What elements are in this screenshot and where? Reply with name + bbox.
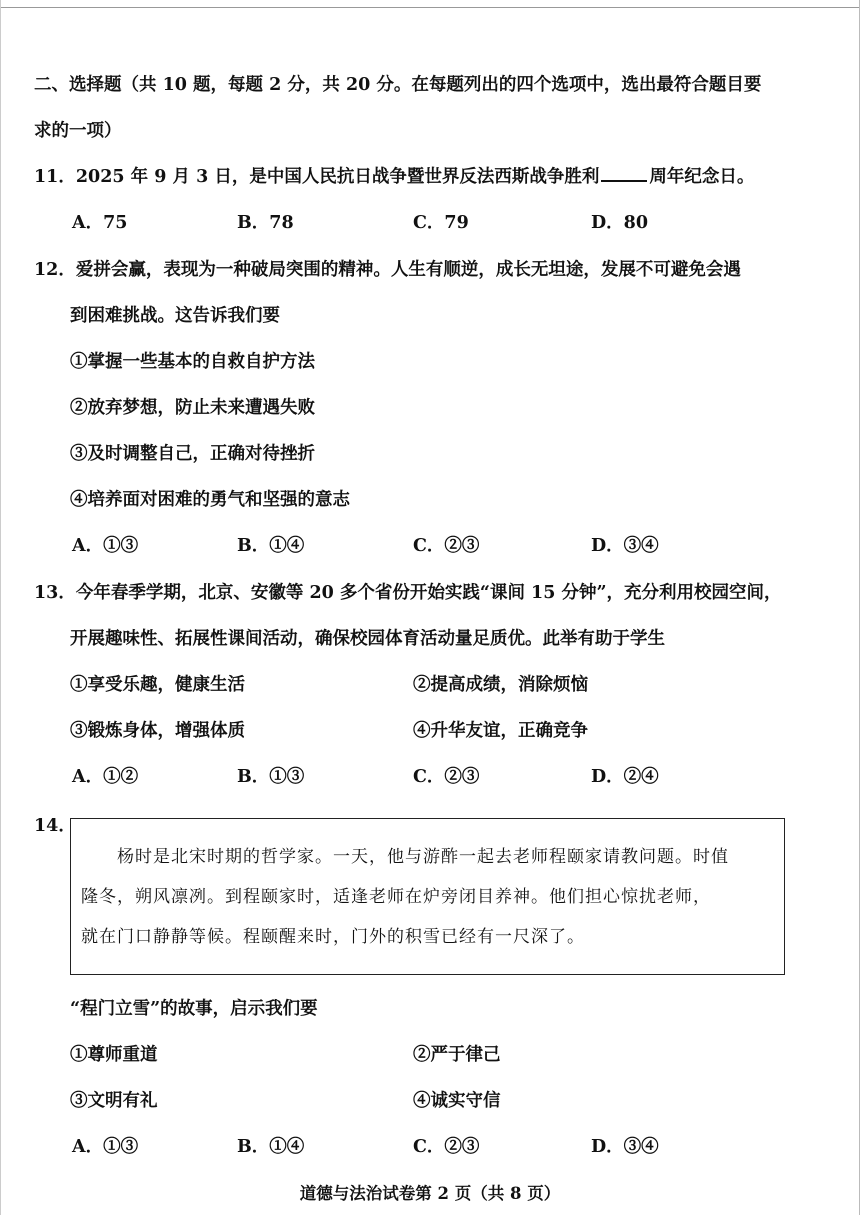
q14-number: 14．: [34, 816, 76, 836]
q11-stem-after: 周年纪念日。: [649, 167, 755, 187]
q11-option-a: A．75: [72, 213, 128, 233]
section-heading-line1: 二、选择题（共 10 题，每题 2 分，共 20 分。在每题列出的四个选项中，选出最符合题目要: [34, 75, 762, 95]
page-top-edge: [0, 0, 860, 8]
q12-option-a: A．①③: [72, 536, 139, 556]
q13-item-4: ④升华友谊，正确竞争: [413, 721, 588, 741]
q13-option-a: A．①②: [72, 767, 139, 787]
q13-option-c: C．②③: [413, 767, 480, 787]
section-heading-line2: 求的一项）: [34, 121, 122, 141]
q14-passage-line2: 隆冬，朔风凛冽。到程颐家时，适逢老师在炉旁闭目养神。他们担心惊扰老师，: [81, 887, 711, 907]
q14-option-b: B．①④: [237, 1137, 305, 1157]
page-left-edge: [0, 0, 1, 1215]
q12-item-2: ②放弃梦想，防止未来遭遇失败: [70, 398, 315, 418]
q14-option-c: C．②③: [413, 1137, 480, 1157]
q12-option-c: C．②③: [413, 536, 480, 556]
q13-option-b: B．①③: [237, 767, 305, 787]
q11-option-d: D．80: [591, 213, 649, 233]
q12-option-d: D．③④: [591, 536, 659, 556]
q13-stem-line2: 开展趣味性、拓展性课间活动，确保校园体育活动量足质优。此举有助于学生: [70, 629, 665, 649]
q14-question: “程门立雪”的故事，启示我们要: [70, 999, 318, 1019]
q13-item-3: ③锻炼身体，增强体质: [70, 721, 245, 741]
page-footer: 道德与法治试卷第 2 页（共 8 页）: [299, 1184, 561, 1203]
q14-passage-line3: 就在门口静静等候。程颐醒来时，门外的积雪已经有一尺深了。: [81, 927, 585, 947]
q12-item-3: ③及时调整自己，正确对待挫折: [70, 444, 315, 464]
q12-stem-line1: 12．爱拼会赢，表现为一种破局突围的精神。人生有顺逆，成长无坦途，发展不可避免会遇: [34, 260, 741, 280]
q14-item-3: ③文明有礼: [70, 1091, 158, 1111]
q14-option-a: A．①③: [72, 1137, 139, 1157]
q11-stem: [34, 166, 754, 188]
q13-option-d: D．②④: [591, 767, 659, 787]
q12-item-1: ①掌握一些基本的自救自护方法: [70, 352, 315, 372]
q11-option-b: B．78: [237, 213, 294, 233]
q12-stem-line2: 到困难挑战。这告诉我们要: [70, 306, 280, 326]
q11-stem-before: 11．2025 年 9 月 3 日，是中国人民抗日战争暨世界反法西斯战争胜利: [34, 167, 600, 187]
q11-blank: [601, 166, 647, 182]
q14-passage-line1: 杨时是北宋时期的哲学家。一天，他与游酢一起去老师程颐家请教问题。时值: [117, 847, 729, 867]
q13-stem-line1: 13．今年春季学期，北京、安徽等 20 多个省份开始实践“课间 15 分钟”，充分利用校园空间，: [34, 583, 782, 603]
q13-item-1: ①享受乐趣，健康生活: [70, 675, 245, 695]
q14-item-4: ④诚实守信: [413, 1091, 501, 1111]
q12-option-b: B．①④: [237, 536, 305, 556]
q12-item-4: ④培养面对困难的勇气和坚强的意志: [70, 490, 350, 510]
q14-item-1: ①尊师重道: [70, 1045, 158, 1065]
q13-item-2: ②提高成绩，消除烦恼: [413, 675, 588, 695]
q14-item-2: ②严于律己: [413, 1045, 501, 1065]
q11-option-c: C．79: [413, 213, 469, 233]
q14-option-d: D．③④: [591, 1137, 659, 1157]
q14-passage-box: [70, 818, 785, 975]
